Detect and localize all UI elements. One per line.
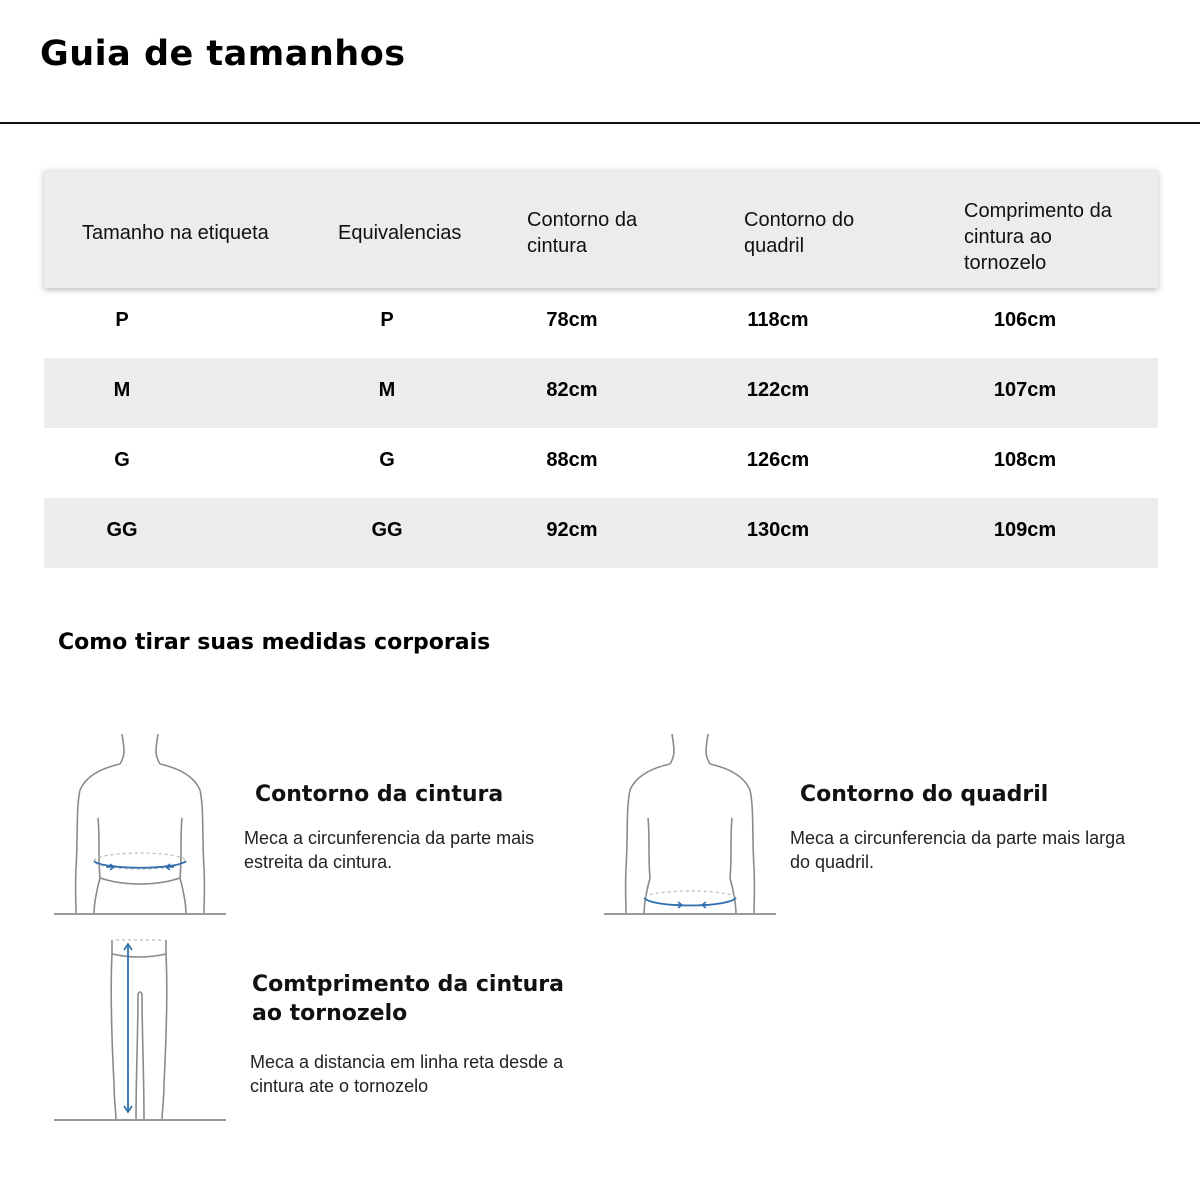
cell-waist: 78cm	[546, 309, 598, 331]
torso-waist-icon	[54, 728, 234, 920]
hip-title: Contorno do quadril	[800, 782, 1049, 807]
cell-equivalence: P	[380, 309, 394, 331]
cell-length: 106cm	[993, 309, 1057, 331]
cell-waist: 82cm	[546, 379, 598, 401]
header-length: Comprimento da cintura ao tornozelo	[964, 200, 1112, 274]
header-hip: Contorno do quadril	[744, 209, 855, 257]
cell-waist: 92cm	[546, 519, 598, 541]
cell-size: G	[114, 449, 130, 471]
size-table	[44, 170, 1158, 568]
waist-description: Meca a circunferencia da parte mais estreita da cintura.	[244, 828, 535, 872]
cell-length: 108cm	[993, 449, 1057, 471]
table-header	[44, 170, 1158, 288]
length-description: Meca a distancia em linha reta desde a cintura ate o tornozelo	[250, 1052, 564, 1096]
cell-equivalence: M	[378, 379, 396, 401]
length-title: Comtprimento da cintura ao tornozelo	[252, 972, 565, 1026]
cell-hip: 126cm	[746, 449, 810, 471]
page-title: Guia de tamanhos	[40, 34, 406, 74]
header-label-size: Tamanho na etiqueta	[82, 222, 269, 244]
cell-size: M	[113, 379, 131, 401]
cell-length: 109cm	[993, 519, 1057, 541]
header-equivalence: Equivalencias	[338, 222, 462, 244]
cell-hip: 122cm	[746, 379, 810, 401]
title-divider	[0, 122, 1200, 124]
waist-title: Contorno da cintura	[255, 782, 504, 807]
hip-description: Meca a circunferencia da parte mais larga do quadril.	[790, 828, 1126, 872]
cell-equivalence: G	[379, 449, 395, 471]
cell-size: GG	[106, 519, 138, 541]
torso-hip-icon	[604, 728, 784, 920]
cell-hip: 130cm	[746, 519, 810, 541]
cell-waist: 88cm	[546, 449, 598, 471]
legs-length-icon	[54, 934, 234, 1129]
cell-equivalence: GG	[371, 519, 403, 541]
cell-size: P	[115, 309, 129, 331]
cell-length: 107cm	[993, 379, 1057, 401]
table-row	[44, 428, 1158, 498]
header-waist: Contorno da cintura	[527, 209, 638, 257]
table-row	[44, 288, 1158, 358]
cell-hip: 118cm	[747, 309, 809, 331]
guide-title: Como tirar suas medidas corporais	[58, 630, 491, 655]
table-row	[44, 358, 1158, 428]
table-row	[44, 498, 1158, 568]
